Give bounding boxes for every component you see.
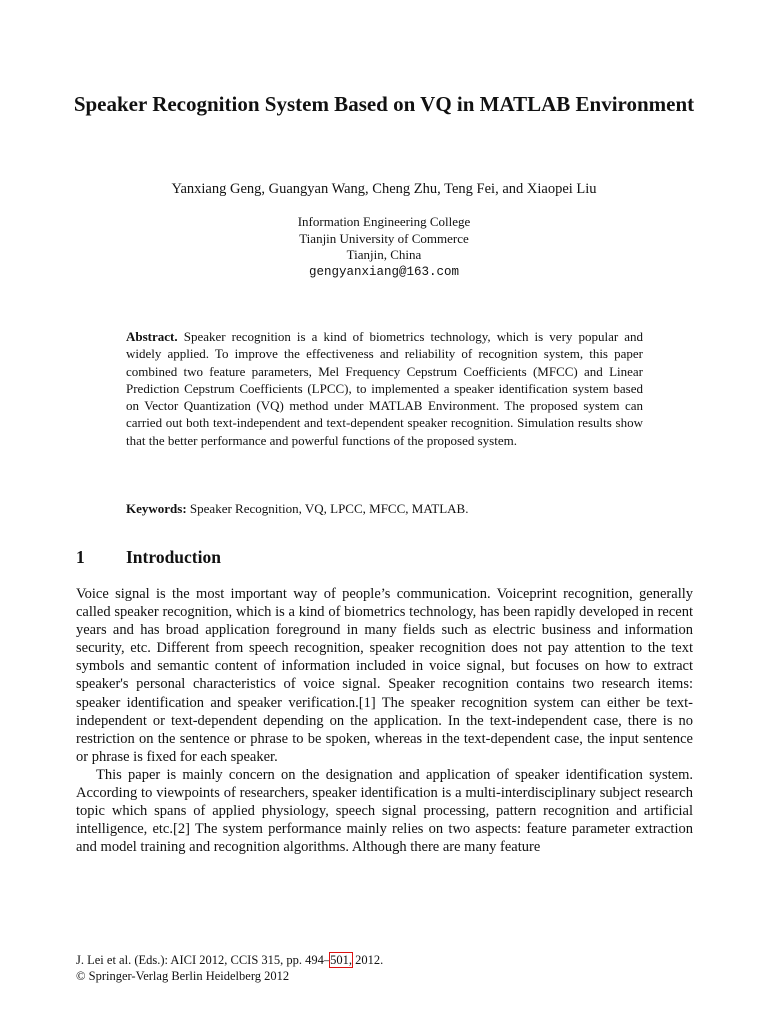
abstract-label: Abstract. <box>126 329 178 344</box>
citation-text: J. Lei et al. (Eds.): AICI 2012, CCIS 315, pp. 494– <box>76 953 331 967</box>
section-title: Introduction <box>126 547 221 567</box>
page-footer <box>76 952 693 984</box>
affiliation-city: Tianjin, China <box>346 247 422 262</box>
section-heading <box>76 546 221 568</box>
keywords-label: Keywords: <box>126 501 187 516</box>
citation-page-link[interactable]: 501, <box>330 953 353 967</box>
citation-year: 2012. <box>352 953 384 967</box>
body-paragraph: This paper is mainly concern on the designation and application of speaker identification system. According to viewpoints of researchers, speaker identification is a multi-interdisciplinary subject research topic which spans of applied physiology, speech signal processing, pattern recognition and artificial intelligence, etc.[2] The system performance mainly relies on two aspects: feature parameter extraction and model training and recognition algorithms. Although there are many feature <box>76 766 693 856</box>
body-text <box>76 585 693 856</box>
citation-line <box>76 952 693 968</box>
abstract-text: Speaker recognition is a kind of biometrics technology, which is very popular and widely applied. To improve the effectiveness and reliability of recognition system, this paper combined two feature parameters, Mel Frequency Cepstrum Coefficients (MFCC) and Linear Prediction Cepstrum Coefficients (LPCC), to implemented a speaker identification system based on Vector Quantization (VQ) method under MATLAB Environment. The proposed system can carried out both text-independent and text-dependent speaker recognition. Simulation results show that the better performance and powerful functions of the proposed system. <box>126 329 644 448</box>
section-number: 1 <box>76 547 85 567</box>
author-list: Yanxiang Geng, Guangyan Wang, Cheng Zhu, Teng Fei, and Xiaopei Liu <box>171 181 597 197</box>
author-email: gengyanxiang@163.com <box>308 264 460 279</box>
keywords <box>126 500 643 517</box>
paper-title: Speaker Recognition System Based on VQ in MATLAB Environment <box>73 92 695 116</box>
affiliation-college: Information Engineering College <box>297 214 471 229</box>
affiliation-university: Tianjin University of Commerce <box>299 230 469 246</box>
abstract <box>126 328 643 449</box>
keywords-text: Speaker Recognition, VQ, LPCC, MFCC, MATLAB. <box>189 501 469 516</box>
copyright-line: © Springer-Verlag Berlin Heidelberg 2012 <box>76 969 290 983</box>
body-paragraph: Voice signal is the most important way of people’s communication. Voiceprint recognition, generally called speaker recognition, which is a kind of biometrics technology, has been rapidly developed in recent years and has broad application foreground in many fields such as electric business and information security, etc. Different from speech recognition, speaker recognition does not pay attention to the text symbols and semantic content of information included in voice signal, but focuses on how to extract speaker's personal characteristics of voice signal. Speaker recognition contains two research items: speaker identification and speaker verification.[1] The speaker recognition system can either be text-independent or text-dependent depending on the application. In the text-independent case, there is no restriction on the sentence or phrase to be spoken, whereas in the text-dependent case, the input sentence or phrase is fixed for each speaker. <box>76 586 693 765</box>
affiliation-block <box>160 214 608 280</box>
